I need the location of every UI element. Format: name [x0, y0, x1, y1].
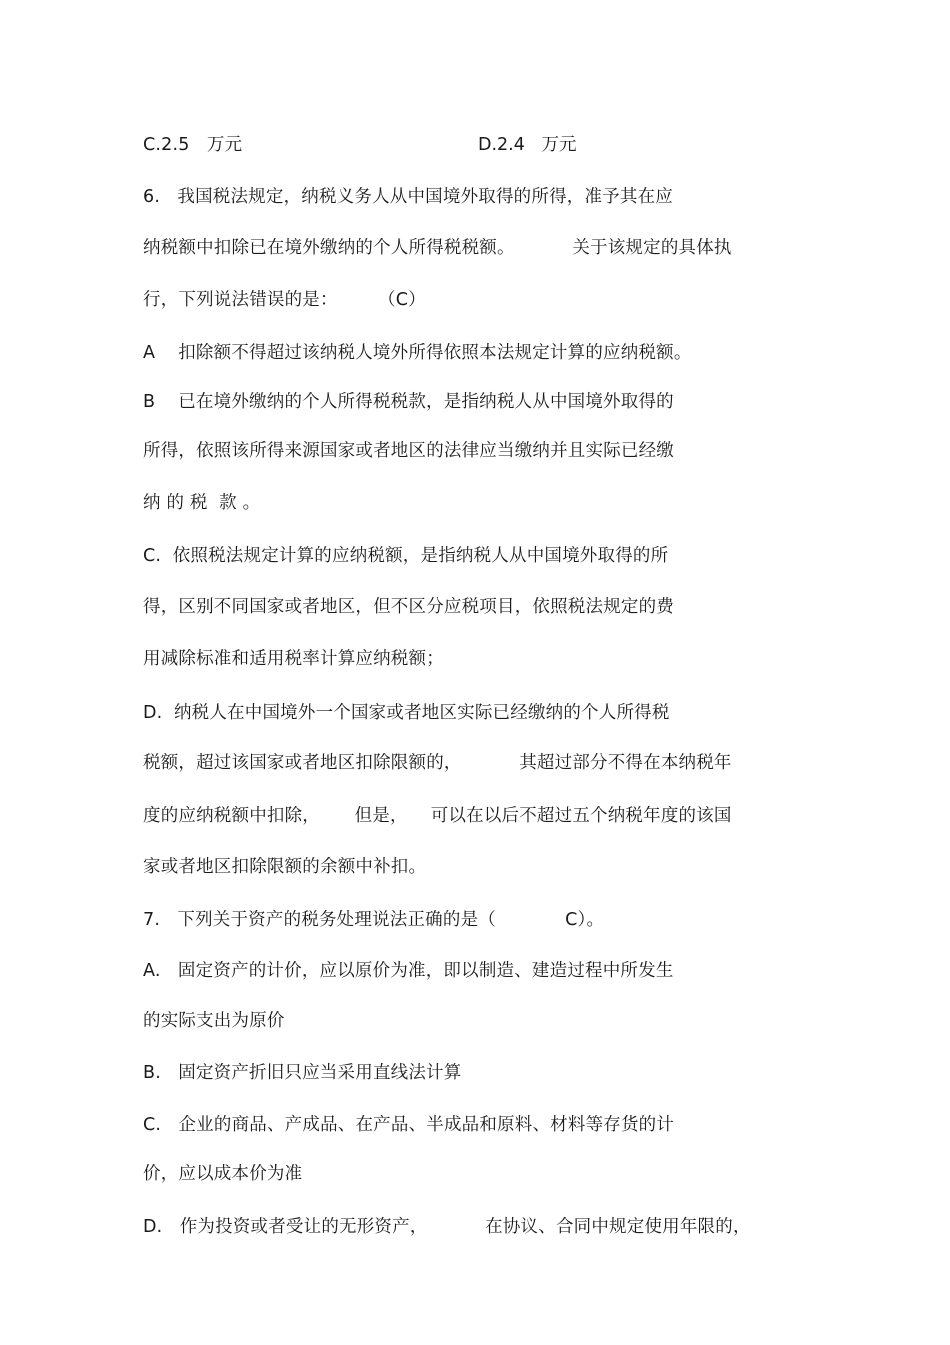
- q6-option-c-line-3: 用减除标准和适用税率计算应纳税额；: [143, 649, 444, 669]
- q7-line-1: 7. 下列关于资产的税务处理说法正确的是（ C）。: [143, 910, 605, 930]
- q6-option-b-line-3: 纳 的 税 款 。: [143, 493, 261, 513]
- q6-line-3: 行，下列说法错误的是： （C）: [143, 290, 426, 310]
- q7-option-a-line-2: 的实际支出为原价: [143, 1011, 285, 1031]
- q6-option-b-line-1: B 已在境外缴纳的个人所得税税款，是指纳税人从中国境外取得的: [143, 392, 674, 412]
- q7-option-c-line-1: C. 企业的商品、产成品、在产品、半成品和原料、材料等存货的计: [143, 1115, 675, 1135]
- q7-option-b: B. 固定资产折旧只应当采用直线法计算: [143, 1063, 462, 1083]
- q6-option-d-line-2: 税额，超过该国家或者地区扣除限额的， 其超过部分不得在本纳税年: [143, 753, 732, 773]
- q7-option-a-line-1: A. 固定资产的计价，应以原价为准，即以制造、建造过程中所发生: [143, 961, 674, 981]
- q6-option-d-line-1: D. 纳税人在中国境外一个国家或者地区实际已经缴纳的个人所得税: [143, 703, 670, 723]
- q6-option-d-line-3: 度的应纳税额中扣除， 但是， 可以在以后不超过五个纳税年度的该国: [143, 806, 732, 826]
- q6-option-c-line-2: 得，区别不同国家或者地区，但不区分应税项目，依照税法规定的费: [143, 597, 674, 617]
- q6-option-a: A 扣除额不得超过该纳税人境外所得依照本法规定计算的应纳税额。: [143, 343, 692, 363]
- q6-option-c-line-1: C. 依照税法规定计算的应纳税额，是指纳税人从中国境外取得的所: [143, 546, 669, 566]
- q6-line-1: 6. 我国税法规定，纳税义务人从中国境外取得的所得，准予其在应: [143, 187, 673, 207]
- q6-option-d-line-4: 家或者地区扣除限额的余额中补扣。: [143, 857, 427, 877]
- q6-option-b-line-2: 所得，依照该所得来源国家或者地区的法律应当缴纳并且实际已经缴: [143, 441, 674, 461]
- q7-option-d-line-1: D. 作为投资或者受让的无形资产， 在协议、合同中规定使用年限的，: [143, 1217, 751, 1237]
- option-c-prev: C.2.5 万元: [143, 135, 243, 155]
- q7-option-c-line-2: 价，应以成本价为准: [143, 1164, 303, 1184]
- option-d-prev: D.2.4 万元: [478, 135, 577, 155]
- q6-line-2: 纳税额中扣除已在境外缴纳的个人所得税税额。 关于该规定的具体执: [143, 238, 732, 258]
